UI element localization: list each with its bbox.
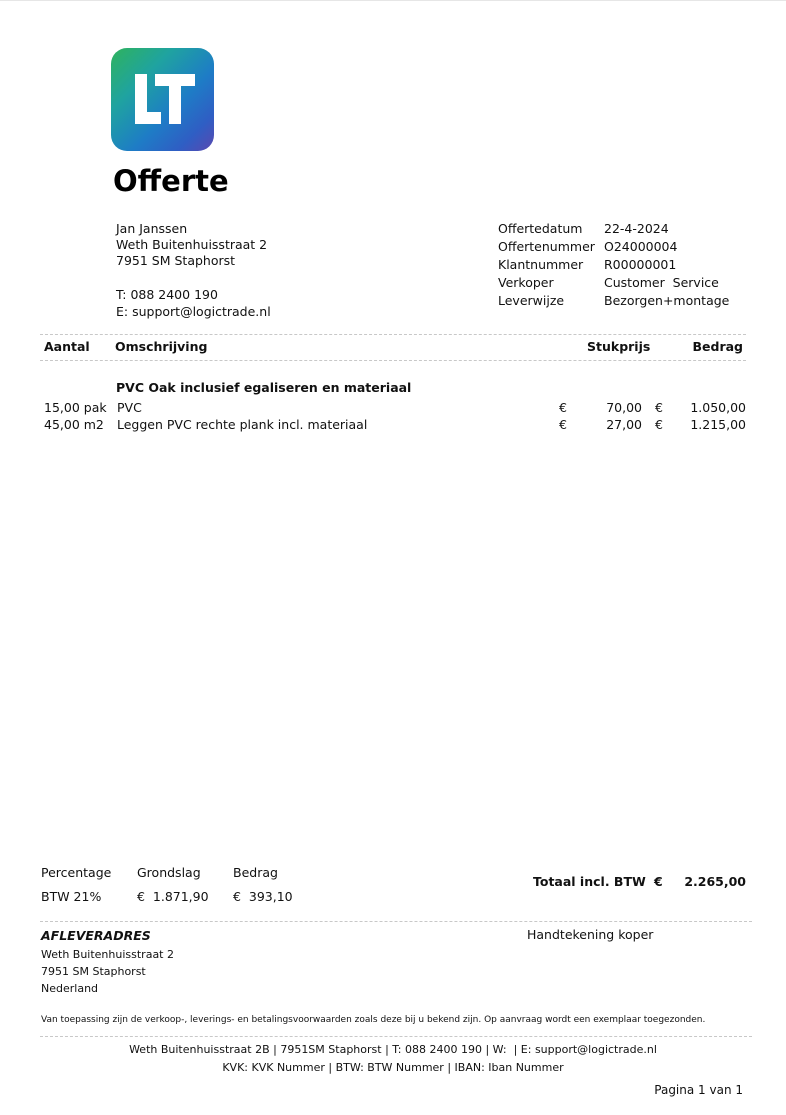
- total-currency: €: [654, 874, 663, 889]
- meta-value-customer: R00000001: [604, 257, 677, 272]
- table-header-top-divider: [40, 334, 746, 335]
- col-header-bedrag: Bedrag: [692, 339, 743, 354]
- col-header-omschrijving: Omschrijving: [115, 339, 208, 354]
- row-1-price-currency: €: [559, 400, 567, 415]
- company-logo: [111, 48, 214, 151]
- meta-value-number: O24000004: [604, 239, 678, 254]
- row-1-amount: 1.050,00: [690, 400, 746, 415]
- row-2-price-currency: €: [559, 417, 567, 432]
- vat-header-percentage: Percentage: [41, 865, 112, 880]
- signature-label: Handtekening koper: [527, 927, 654, 942]
- total-label: Totaal incl. BTW: [533, 874, 646, 889]
- top-border: [0, 0, 786, 1]
- terms-text: Van toepassing zijn de verkoop-, leverings- en betalingsvoorwaarden zoals deze bij u bekend zijn. Op aanvraag wordt een exemplaar toegezonden.: [41, 1015, 706, 1025]
- vat-grondslag: € 1.871,90: [137, 889, 209, 904]
- page-number: Pagina 1 van 1: [654, 1083, 743, 1097]
- row-2-price: 27,00: [606, 417, 642, 432]
- row-1-amount-currency: €: [655, 400, 663, 415]
- footer-registration: KVK: KVK Nummer | BTW: BTW Nummer | IBAN: Iban Nummer: [222, 1061, 564, 1074]
- row-1-qty: 15,00 pak: [44, 400, 107, 415]
- customer-city: 7951 SM Staphorst: [116, 253, 236, 268]
- meta-value-seller: Customer Service: [604, 275, 719, 290]
- meta-value-date: 22-4-2024: [604, 221, 669, 236]
- row-2-amount: 1.215,00: [690, 417, 746, 432]
- delivery-city: 7951 SM Staphorst: [41, 965, 146, 978]
- total-value: 2.265,00: [684, 874, 746, 889]
- vat-header-grondslag: Grondslag: [137, 865, 201, 880]
- row-2-amount-currency: €: [655, 417, 663, 432]
- vat-header-bedrag: Bedrag: [233, 865, 278, 880]
- meta-label-seller: Verkoper: [498, 275, 554, 290]
- delivery-street: Weth Buitenhuisstraat 2: [41, 948, 174, 961]
- customer-name: Jan Janssen: [116, 221, 188, 236]
- logo-lt-icon: [111, 48, 214, 151]
- row-1-desc: PVC: [117, 400, 142, 415]
- row-1-price: 70,00: [606, 400, 642, 415]
- vat-bedrag: € 393,10: [233, 889, 293, 904]
- footer-divider: [40, 1036, 752, 1037]
- document-title: Offerte: [113, 164, 229, 198]
- row-2-desc: Leggen PVC rechte plank incl. materiaal: [117, 417, 368, 432]
- delivery-heading: AFLEVERADRES: [41, 928, 151, 943]
- delivery-country: Nederland: [41, 982, 99, 995]
- meta-label-number: Offertenummer: [498, 239, 595, 254]
- customer-street: Weth Buitenhuisstraat 2: [116, 237, 268, 252]
- vat-percentage: BTW 21%: [41, 889, 102, 904]
- customer-phone: T: 088 2400 190: [116, 287, 218, 302]
- customer-email: E: support@logictrade.nl: [116, 304, 271, 319]
- group-title: PVC Oak inclusief egaliseren en materiaal: [116, 380, 412, 395]
- footer-contact: Weth Buitenhuisstraat 2B | 7951SM Staphorst | T: 088 2400 190 | W: | E: support@logictrade.nl: [129, 1043, 657, 1056]
- meta-label-delivery: Leverwijze: [498, 293, 565, 308]
- meta-label-date: Offertedatum: [498, 221, 583, 236]
- totals-divider: [40, 921, 752, 922]
- col-header-aantal: Aantal: [44, 339, 90, 354]
- row-2-qty: 45,00 m2: [44, 417, 104, 432]
- col-header-stukprijs: Stukprijs: [587, 339, 651, 354]
- meta-value-delivery: Bezorgen+montage: [604, 293, 730, 308]
- table-header-bottom-divider: [40, 360, 746, 361]
- meta-label-customer: Klantnummer: [498, 257, 584, 272]
